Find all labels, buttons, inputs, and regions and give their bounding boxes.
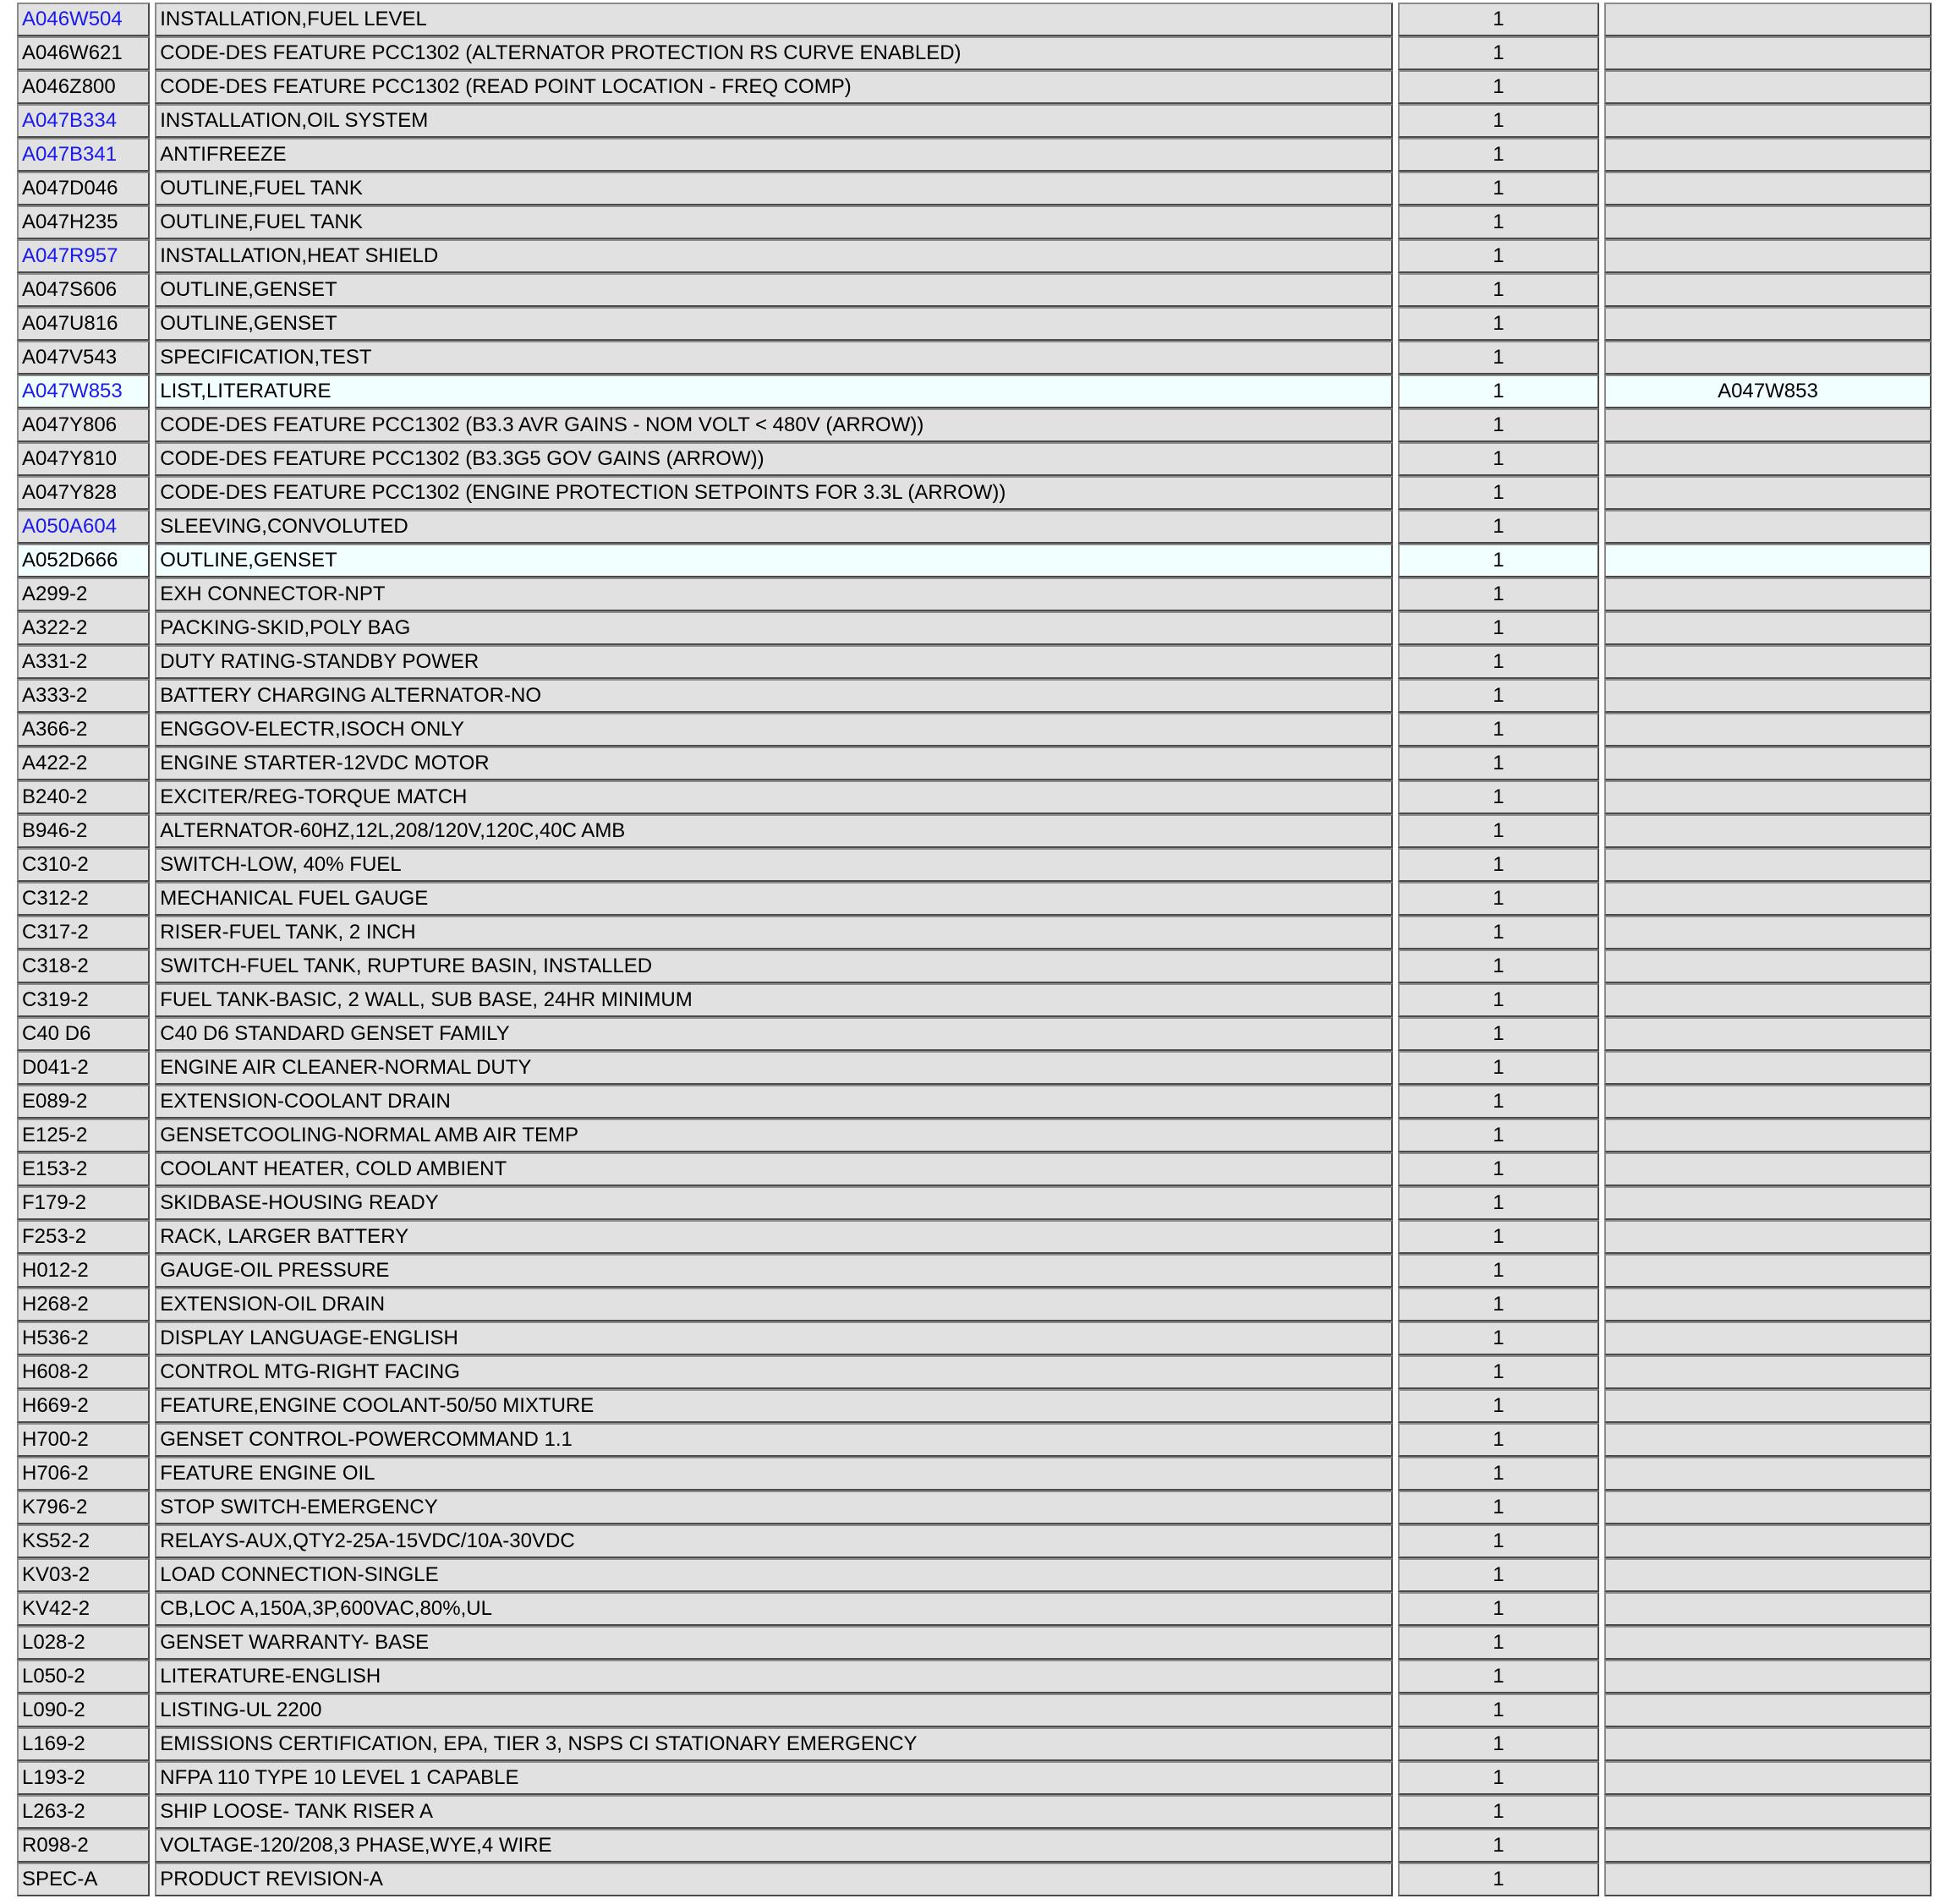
part-number-cell: F179-2 bbox=[17, 1186, 150, 1220]
part-number-cell: C40 D6 bbox=[17, 1017, 150, 1051]
part-number-link[interactable]: A046W504 bbox=[22, 8, 123, 30]
reference-cell bbox=[1604, 780, 1932, 814]
table-row bbox=[17, 1119, 1932, 1152]
description-cell: FEATURE,ENGINE COOLANT-50/50 MIXTURE bbox=[155, 1389, 1393, 1423]
reference-cell bbox=[1604, 1288, 1932, 1321]
part-number-cell: A331-2 bbox=[17, 645, 150, 679]
quantity-cell: 1 bbox=[1398, 611, 1599, 645]
table-row bbox=[17, 205, 1932, 239]
description-cell: INSTALLATION,HEAT SHIELD bbox=[155, 239, 1393, 273]
quantity-cell: 1 bbox=[1398, 307, 1599, 341]
table-row bbox=[17, 611, 1932, 645]
reference-cell bbox=[1604, 1558, 1932, 1592]
part-number-cell: C318-2 bbox=[17, 949, 150, 983]
table-row bbox=[17, 1626, 1932, 1660]
quantity-cell: 1 bbox=[1398, 70, 1599, 104]
reference-cell bbox=[1604, 1119, 1932, 1152]
quantity-cell: 1 bbox=[1398, 1795, 1599, 1829]
table-row bbox=[17, 1829, 1932, 1863]
quantity-cell: 1 bbox=[1398, 780, 1599, 814]
part-number-cell: A047V543 bbox=[17, 341, 150, 375]
quantity-cell: 1 bbox=[1398, 1457, 1599, 1491]
part-number-cell: E125-2 bbox=[17, 1119, 150, 1152]
reference-cell bbox=[1604, 70, 1932, 104]
description-cell: C40 D6 STANDARD GENSET FAMILY bbox=[155, 1017, 1393, 1051]
reference-cell bbox=[1604, 713, 1932, 747]
part-number-cell: A047H235 bbox=[17, 205, 150, 239]
reference-cell bbox=[1604, 1592, 1932, 1626]
part-number-cell: L169-2 bbox=[17, 1727, 150, 1761]
table-row bbox=[17, 577, 1932, 611]
part-number-cell: C319-2 bbox=[17, 983, 150, 1017]
table-row bbox=[17, 713, 1932, 747]
quantity-cell: 1 bbox=[1398, 1288, 1599, 1321]
table-row bbox=[17, 1017, 1932, 1051]
table-row bbox=[17, 1423, 1932, 1457]
reference-cell bbox=[1604, 1727, 1932, 1761]
part-number-cell: F253-2 bbox=[17, 1220, 150, 1254]
quantity-cell: 1 bbox=[1398, 1051, 1599, 1085]
quantity-cell: 1 bbox=[1398, 983, 1599, 1017]
quantity-cell: 1 bbox=[1398, 949, 1599, 983]
description-cell: CODE-DES FEATURE PCC1302 (READ POINT LOCATION - FREQ COMP) bbox=[155, 70, 1393, 104]
quantity-cell: 1 bbox=[1398, 1863, 1599, 1896]
reference-cell bbox=[1604, 307, 1932, 341]
description-cell: OUTLINE,GENSET bbox=[155, 307, 1393, 341]
reference-cell bbox=[1604, 1423, 1932, 1457]
description-cell: SWITCH-LOW, 40% FUEL bbox=[155, 848, 1393, 882]
table-row bbox=[17, 983, 1932, 1017]
reference-cell bbox=[1604, 882, 1932, 916]
description-cell: LISTING-UL 2200 bbox=[155, 1693, 1393, 1727]
table-row bbox=[17, 1085, 1932, 1119]
description-cell: FEATURE ENGINE OIL bbox=[155, 1457, 1393, 1491]
table-row bbox=[17, 341, 1932, 375]
reference-cell bbox=[1604, 747, 1932, 780]
table-row bbox=[17, 1592, 1932, 1626]
reference-cell bbox=[1604, 916, 1932, 949]
description-cell: SKIDBASE-HOUSING READY bbox=[155, 1186, 1393, 1220]
reference-cell: A047W853 bbox=[1604, 375, 1932, 408]
quantity-cell: 1 bbox=[1398, 1829, 1599, 1863]
reference-cell bbox=[1604, 1321, 1932, 1355]
table-row bbox=[17, 645, 1932, 679]
description-cell: EXH CONNECTOR-NPT bbox=[155, 577, 1393, 611]
part-number-cell: A047U816 bbox=[17, 307, 150, 341]
table-row bbox=[17, 1558, 1932, 1592]
parts-list-body bbox=[17, 3, 1932, 1896]
description-cell: EXTENSION-OIL DRAIN bbox=[155, 1288, 1393, 1321]
description-cell: ENGINE AIR CLEANER-NORMAL DUTY bbox=[155, 1051, 1393, 1085]
quantity-cell: 1 bbox=[1398, 1085, 1599, 1119]
reference-cell bbox=[1604, 679, 1932, 713]
table-row bbox=[17, 1152, 1932, 1186]
part-number-cell bbox=[17, 510, 150, 544]
description-cell: STOP SWITCH-EMERGENCY bbox=[155, 1491, 1393, 1524]
part-number-cell: A052D666 bbox=[17, 544, 150, 577]
table-row bbox=[17, 172, 1932, 205]
part-number-cell: A047Y806 bbox=[17, 408, 150, 442]
table-row bbox=[17, 375, 1932, 408]
description-cell: PACKING-SKID,POLY BAG bbox=[155, 611, 1393, 645]
description-cell: GENSETCOOLING-NORMAL AMB AIR TEMP bbox=[155, 1119, 1393, 1152]
reference-cell bbox=[1604, 611, 1932, 645]
reference-cell bbox=[1604, 645, 1932, 679]
quantity-cell: 1 bbox=[1398, 1389, 1599, 1423]
table-row bbox=[17, 1288, 1932, 1321]
part-number-link[interactable]: A047B341 bbox=[22, 143, 118, 166]
description-cell: DUTY RATING-STANDBY POWER bbox=[155, 645, 1393, 679]
reference-cell bbox=[1604, 1693, 1932, 1727]
part-number-cell: SPEC-A bbox=[17, 1863, 150, 1896]
description-cell: GENSET WARRANTY- BASE bbox=[155, 1626, 1393, 1660]
part-number-cell: E089-2 bbox=[17, 1085, 150, 1119]
part-number-cell: H706-2 bbox=[17, 1457, 150, 1491]
reference-cell bbox=[1604, 273, 1932, 307]
reference-cell bbox=[1604, 476, 1932, 510]
quantity-cell: 1 bbox=[1398, 1761, 1599, 1795]
reference-cell bbox=[1604, 1524, 1932, 1558]
table-row bbox=[17, 1355, 1932, 1389]
part-number-cell: KV03-2 bbox=[17, 1558, 150, 1592]
table-row bbox=[17, 476, 1932, 510]
table-row bbox=[17, 1220, 1932, 1254]
reference-cell bbox=[1604, 1626, 1932, 1660]
reference-cell bbox=[1604, 1220, 1932, 1254]
table-row bbox=[17, 814, 1932, 848]
part-number-cell: A046W621 bbox=[17, 36, 150, 70]
part-number-link[interactable]: A050A604 bbox=[22, 515, 118, 538]
table-row bbox=[17, 70, 1932, 104]
quantity-cell: 1 bbox=[1398, 679, 1599, 713]
reference-cell bbox=[1604, 1152, 1932, 1186]
quantity-cell: 1 bbox=[1398, 544, 1599, 577]
quantity-cell: 1 bbox=[1398, 1423, 1599, 1457]
quantity-cell: 1 bbox=[1398, 747, 1599, 780]
quantity-cell: 1 bbox=[1398, 713, 1599, 747]
description-cell: EXTENSION-COOLANT DRAIN bbox=[155, 1085, 1393, 1119]
part-number-cell: K796-2 bbox=[17, 1491, 150, 1524]
reference-cell bbox=[1604, 442, 1932, 476]
part-number-cell: H536-2 bbox=[17, 1321, 150, 1355]
table-row bbox=[17, 1660, 1932, 1693]
quantity-cell: 1 bbox=[1398, 1491, 1599, 1524]
part-number-cell: B946-2 bbox=[17, 814, 150, 848]
quantity-cell: 1 bbox=[1398, 1017, 1599, 1051]
description-cell: RISER-FUEL TANK, 2 INCH bbox=[155, 916, 1393, 949]
part-number-cell: L090-2 bbox=[17, 1693, 150, 1727]
quantity-cell: 1 bbox=[1398, 1693, 1599, 1727]
quantity-cell: 1 bbox=[1398, 916, 1599, 949]
reference-cell bbox=[1604, 408, 1932, 442]
part-number-link[interactable]: A047W853 bbox=[22, 380, 123, 402]
description-cell: NFPA 110 TYPE 10 LEVEL 1 CAPABLE bbox=[155, 1761, 1393, 1795]
description-cell: CB,LOC A,150A,3P,600VAC,80%,UL bbox=[155, 1592, 1393, 1626]
description-cell: EXCITER/REG-TORQUE MATCH bbox=[155, 780, 1393, 814]
description-cell: OUTLINE,FUEL TANK bbox=[155, 172, 1393, 205]
description-cell: COOLANT HEATER, COLD AMBIENT bbox=[155, 1152, 1393, 1186]
part-number-cell: B240-2 bbox=[17, 780, 150, 814]
part-number-cell: R098-2 bbox=[17, 1829, 150, 1863]
reference-cell bbox=[1604, 1491, 1932, 1524]
description-cell: RELAYS-AUX,QTY2-25A-15VDC/10A-30VDC bbox=[155, 1524, 1393, 1558]
reference-cell bbox=[1604, 1761, 1932, 1795]
reference-cell bbox=[1604, 577, 1932, 611]
quantity-cell: 1 bbox=[1398, 3, 1599, 36]
reference-cell bbox=[1604, 1389, 1932, 1423]
description-cell: RACK, LARGER BATTERY bbox=[155, 1220, 1393, 1254]
description-cell: ALTERNATOR-60HZ,12L,208/120V,120C,40C AMB bbox=[155, 814, 1393, 848]
table-row bbox=[17, 239, 1932, 273]
reference-cell bbox=[1604, 172, 1932, 205]
reference-cell bbox=[1604, 239, 1932, 273]
table-row bbox=[17, 3, 1932, 36]
description-cell: CODE-DES FEATURE PCC1302 (ENGINE PROTECTION SETPOINTS FOR 3.3L (ARROW)) bbox=[155, 476, 1393, 510]
quantity-cell: 1 bbox=[1398, 1186, 1599, 1220]
quantity-cell: 1 bbox=[1398, 239, 1599, 273]
quantity-cell: 1 bbox=[1398, 510, 1599, 544]
table-row bbox=[17, 1254, 1932, 1288]
part-number-cell: E153-2 bbox=[17, 1152, 150, 1186]
table-row bbox=[17, 442, 1932, 476]
quantity-cell: 1 bbox=[1398, 1321, 1599, 1355]
quantity-cell: 1 bbox=[1398, 645, 1599, 679]
part-number-cell: C310-2 bbox=[17, 848, 150, 882]
part-number-cell: H012-2 bbox=[17, 1254, 150, 1288]
part-number-cell: A322-2 bbox=[17, 611, 150, 645]
quantity-cell: 1 bbox=[1398, 1524, 1599, 1558]
reference-cell bbox=[1604, 1795, 1932, 1829]
table-row bbox=[17, 1863, 1932, 1896]
quantity-cell: 1 bbox=[1398, 1152, 1599, 1186]
table-row bbox=[17, 1693, 1932, 1727]
description-cell: SPECIFICATION,TEST bbox=[155, 341, 1393, 375]
quantity-cell: 1 bbox=[1398, 273, 1599, 307]
quantity-cell: 1 bbox=[1398, 476, 1599, 510]
table-row bbox=[17, 104, 1932, 138]
parts-list-table bbox=[12, 3, 1937, 1896]
reference-cell bbox=[1604, 949, 1932, 983]
table-row bbox=[17, 1186, 1932, 1220]
part-number-cell: L263-2 bbox=[17, 1795, 150, 1829]
table-row bbox=[17, 510, 1932, 544]
reference-cell bbox=[1604, 1186, 1932, 1220]
table-row bbox=[17, 679, 1932, 713]
part-number-cell: KS52-2 bbox=[17, 1524, 150, 1558]
quantity-cell: 1 bbox=[1398, 205, 1599, 239]
reference-cell bbox=[1604, 983, 1932, 1017]
reference-cell bbox=[1604, 1254, 1932, 1288]
table-row bbox=[17, 307, 1932, 341]
part-number-cell: A333-2 bbox=[17, 679, 150, 713]
description-cell: CONTROL MTG-RIGHT FACING bbox=[155, 1355, 1393, 1389]
quantity-cell: 1 bbox=[1398, 138, 1599, 172]
part-number-cell: D041-2 bbox=[17, 1051, 150, 1085]
description-cell: MECHANICAL FUEL GAUGE bbox=[155, 882, 1393, 916]
part-number-cell: C312-2 bbox=[17, 882, 150, 916]
reference-cell bbox=[1604, 1085, 1932, 1119]
reference-cell bbox=[1604, 544, 1932, 577]
reference-cell bbox=[1604, 1051, 1932, 1085]
part-number-cell: C317-2 bbox=[17, 916, 150, 949]
reference-cell bbox=[1604, 814, 1932, 848]
table-row bbox=[17, 138, 1932, 172]
quantity-cell: 1 bbox=[1398, 1119, 1599, 1152]
quantity-cell: 1 bbox=[1398, 1727, 1599, 1761]
quantity-cell: 1 bbox=[1398, 1220, 1599, 1254]
table-row bbox=[17, 949, 1932, 983]
table-row bbox=[17, 408, 1932, 442]
description-cell: ENGGOV-ELECTR,ISOCH ONLY bbox=[155, 713, 1393, 747]
reference-cell bbox=[1604, 1829, 1932, 1863]
table-row bbox=[17, 1727, 1932, 1761]
description-cell: VOLTAGE-120/208,3 PHASE,WYE,4 WIRE bbox=[155, 1829, 1393, 1863]
description-cell: ENGINE STARTER-12VDC MOTOR bbox=[155, 747, 1393, 780]
part-number-cell: KV42-2 bbox=[17, 1592, 150, 1626]
part-number-cell: A047Y828 bbox=[17, 476, 150, 510]
part-number-cell: H669-2 bbox=[17, 1389, 150, 1423]
reference-cell bbox=[1604, 848, 1932, 882]
description-cell: GAUGE-OIL PRESSURE bbox=[155, 1254, 1393, 1288]
table-row bbox=[17, 1321, 1932, 1355]
quantity-cell: 1 bbox=[1398, 442, 1599, 476]
quantity-cell: 1 bbox=[1398, 36, 1599, 70]
description-cell: SWITCH-FUEL TANK, RUPTURE BASIN, INSTALLED bbox=[155, 949, 1393, 983]
description-cell: SHIP LOOSE- TANK RISER A bbox=[155, 1795, 1393, 1829]
table-row bbox=[17, 36, 1932, 70]
description-cell: LIST,LITERATURE bbox=[155, 375, 1393, 408]
part-number-cell: L193-2 bbox=[17, 1761, 150, 1795]
part-number-cell: L028-2 bbox=[17, 1626, 150, 1660]
part-number-cell bbox=[17, 375, 150, 408]
quantity-cell: 1 bbox=[1398, 1626, 1599, 1660]
reference-cell bbox=[1604, 1457, 1932, 1491]
description-cell: BATTERY CHARGING ALTERNATOR-NO bbox=[155, 679, 1393, 713]
table-row bbox=[17, 1457, 1932, 1491]
table-row bbox=[17, 273, 1932, 307]
description-cell: CODE-DES FEATURE PCC1302 (B3.3G5 GOV GAINS (ARROW)) bbox=[155, 442, 1393, 476]
description-cell: LITERATURE-ENGLISH bbox=[155, 1660, 1393, 1693]
quantity-cell: 1 bbox=[1398, 814, 1599, 848]
part-number-cell: A299-2 bbox=[17, 577, 150, 611]
part-number-cell bbox=[17, 104, 150, 138]
table-row bbox=[17, 1795, 1932, 1829]
table-row bbox=[17, 916, 1932, 949]
part-number-cell: H268-2 bbox=[17, 1288, 150, 1321]
reference-cell bbox=[1604, 138, 1932, 172]
quantity-cell: 1 bbox=[1398, 1592, 1599, 1626]
table-row bbox=[17, 1491, 1932, 1524]
quantity-cell: 1 bbox=[1398, 1355, 1599, 1389]
description-cell: INSTALLATION,FUEL LEVEL bbox=[155, 3, 1393, 36]
description-cell: EMISSIONS CERTIFICATION, EPA, TIER 3, NSPS CI STATIONARY EMERGENCY bbox=[155, 1727, 1393, 1761]
table-row bbox=[17, 1051, 1932, 1085]
reference-cell bbox=[1604, 104, 1932, 138]
reference-cell bbox=[1604, 1355, 1932, 1389]
description-cell: OUTLINE,GENSET bbox=[155, 544, 1393, 577]
reference-cell bbox=[1604, 1660, 1932, 1693]
quantity-cell: 1 bbox=[1398, 341, 1599, 375]
description-cell: FUEL TANK-BASIC, 2 WALL, SUB BASE, 24HR MINIMUM bbox=[155, 983, 1393, 1017]
part-number-cell: A046Z800 bbox=[17, 70, 150, 104]
description-cell: CODE-DES FEATURE PCC1302 (ALTERNATOR PROTECTION RS CURVE ENABLED) bbox=[155, 36, 1393, 70]
quantity-cell: 1 bbox=[1398, 104, 1599, 138]
reference-cell bbox=[1604, 510, 1932, 544]
reference-cell bbox=[1604, 341, 1932, 375]
part-number-cell: L050-2 bbox=[17, 1660, 150, 1693]
table-row bbox=[17, 1524, 1932, 1558]
reference-cell bbox=[1604, 205, 1932, 239]
part-number-cell: H700-2 bbox=[17, 1423, 150, 1457]
description-cell: OUTLINE,GENSET bbox=[155, 273, 1393, 307]
quantity-cell: 1 bbox=[1398, 172, 1599, 205]
description-cell: PRODUCT REVISION-A bbox=[155, 1863, 1393, 1896]
reference-cell bbox=[1604, 1017, 1932, 1051]
table-row bbox=[17, 882, 1932, 916]
quantity-cell: 1 bbox=[1398, 408, 1599, 442]
reference-cell bbox=[1604, 1863, 1932, 1896]
description-cell: OUTLINE,FUEL TANK bbox=[155, 205, 1393, 239]
description-cell: ANTIFREEZE bbox=[155, 138, 1393, 172]
table-row bbox=[17, 848, 1932, 882]
table-row bbox=[17, 544, 1932, 577]
description-cell: GENSET CONTROL-POWERCOMMAND 1.1 bbox=[155, 1423, 1393, 1457]
table-row bbox=[17, 747, 1932, 780]
part-number-cell bbox=[17, 239, 150, 273]
description-cell: LOAD CONNECTION-SINGLE bbox=[155, 1558, 1393, 1592]
quantity-cell: 1 bbox=[1398, 882, 1599, 916]
description-cell: CODE-DES FEATURE PCC1302 (B3.3 AVR GAINS - NOM VOLT < 480V (ARROW)) bbox=[155, 408, 1393, 442]
quantity-cell: 1 bbox=[1398, 848, 1599, 882]
part-number-cell: A047S606 bbox=[17, 273, 150, 307]
quantity-cell: 1 bbox=[1398, 1558, 1599, 1592]
quantity-cell: 1 bbox=[1398, 577, 1599, 611]
part-number-cell: H608-2 bbox=[17, 1355, 150, 1389]
part-number-link[interactable]: A047R957 bbox=[22, 244, 118, 267]
part-number-cell: A047D046 bbox=[17, 172, 150, 205]
table-row bbox=[17, 780, 1932, 814]
description-cell: SLEEVING,CONVOLUTED bbox=[155, 510, 1393, 544]
reference-cell bbox=[1604, 36, 1932, 70]
reference-cell bbox=[1604, 3, 1932, 36]
part-number-link[interactable]: A047B334 bbox=[22, 109, 118, 132]
part-number-cell bbox=[17, 138, 150, 172]
table-row bbox=[17, 1389, 1932, 1423]
part-number-cell: A366-2 bbox=[17, 713, 150, 747]
description-cell: INSTALLATION,OIL SYSTEM bbox=[155, 104, 1393, 138]
quantity-cell: 1 bbox=[1398, 1254, 1599, 1288]
part-number-cell: A047Y810 bbox=[17, 442, 150, 476]
description-cell: DISPLAY LANGUAGE-ENGLISH bbox=[155, 1321, 1393, 1355]
quantity-cell: 1 bbox=[1398, 1660, 1599, 1693]
quantity-cell: 1 bbox=[1398, 375, 1599, 408]
table-row bbox=[17, 1761, 1932, 1795]
part-number-cell bbox=[17, 3, 150, 36]
part-number-cell: A422-2 bbox=[17, 747, 150, 780]
